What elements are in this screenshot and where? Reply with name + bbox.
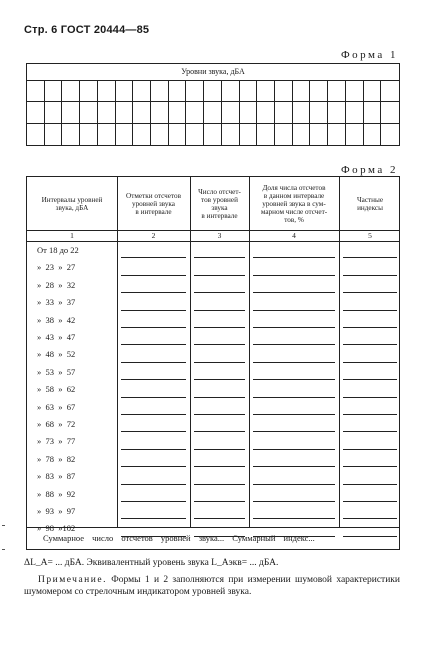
entry-line	[343, 431, 397, 432]
form2-label: Форма 2	[340, 164, 398, 176]
entry-line	[194, 449, 245, 450]
form1-cell	[240, 102, 258, 123]
entry-line	[343, 414, 397, 415]
entry-line	[194, 344, 245, 345]
column-number: 3	[217, 231, 222, 240]
entry-line	[194, 431, 245, 432]
entry-line	[121, 257, 186, 258]
form1-cell	[364, 102, 382, 123]
entry-line	[121, 431, 186, 432]
form1-cell	[204, 81, 222, 102]
entry-line	[343, 362, 397, 363]
entry-line	[253, 536, 335, 537]
column-header: Отметки отсчетов уровней звука в интервале	[126, 191, 181, 216]
entry-line	[121, 397, 186, 398]
form1-cell	[310, 124, 328, 145]
interval-label: » 78 » 82	[37, 453, 76, 464]
form2-table	[26, 176, 400, 550]
form1-cell	[222, 102, 240, 123]
entry-line	[121, 466, 186, 467]
entry-line	[343, 484, 397, 485]
entry-line	[121, 310, 186, 311]
entry-line	[343, 275, 397, 276]
form1-cell	[151, 124, 169, 145]
entry-line	[343, 379, 397, 380]
entry-line	[343, 397, 397, 398]
entry-line	[121, 275, 186, 276]
form1-cell	[381, 124, 399, 145]
entry-line	[253, 257, 335, 258]
interval-label: » 58 » 62	[37, 384, 76, 395]
form1-cell	[240, 81, 258, 102]
entry-line	[194, 275, 245, 276]
form1-cell	[98, 124, 116, 145]
header-rule	[27, 241, 399, 242]
interval-label: » 48 » 52	[37, 349, 76, 360]
entry-line	[194, 414, 245, 415]
form1-cell	[364, 81, 382, 102]
form1-cell	[27, 102, 45, 123]
form1-cell	[257, 102, 275, 123]
entry-line	[343, 344, 397, 345]
form1-cell	[257, 124, 275, 145]
interval-label: » 88 » 92	[37, 488, 76, 499]
form1-cell	[346, 102, 364, 123]
interval-label: » 93 » 97	[37, 506, 76, 516]
interval-label: » 28 » 32	[37, 279, 76, 290]
form1-cell	[151, 102, 169, 123]
form1-cell	[381, 102, 399, 123]
form1-cell	[169, 124, 187, 145]
entry-line	[253, 501, 335, 502]
form1-cell	[310, 102, 328, 123]
entry-line	[253, 414, 335, 415]
form1-cell	[45, 102, 63, 123]
entry-line	[194, 327, 245, 328]
column-number: 1	[70, 231, 74, 240]
entry-line	[121, 362, 186, 363]
form1-cell	[328, 124, 346, 145]
entry-line	[253, 275, 335, 276]
entry-line	[253, 292, 335, 293]
entry-line	[194, 536, 245, 537]
form1-cell	[222, 81, 240, 102]
footer-rule	[27, 527, 399, 528]
form1-cell	[240, 124, 258, 145]
column-header: Частные индексы	[356, 195, 384, 212]
margin-mark	[2, 549, 5, 550]
note-lead: Примечание.	[38, 575, 107, 585]
entry-line	[121, 379, 186, 380]
form2-footer: Суммарное число отсчетов уровней звука... Суммарный индекс...	[43, 533, 315, 543]
form1-table	[26, 63, 400, 146]
interval-label: » 68 » 72	[37, 419, 76, 429]
form1-cell	[116, 81, 134, 102]
form1-cell	[62, 102, 80, 123]
entry-line	[343, 466, 397, 467]
interval-label: » 63 » 67	[37, 401, 76, 412]
entry-line	[121, 518, 186, 519]
form1-cell	[204, 102, 222, 123]
entry-line	[194, 362, 245, 363]
form1-cell	[293, 102, 311, 123]
entry-line	[253, 379, 335, 380]
entry-line	[253, 431, 335, 432]
interval-label: » 83 » 87	[37, 471, 76, 482]
form1-cell	[169, 81, 187, 102]
form1-cell	[27, 124, 45, 145]
entry-line	[253, 362, 335, 363]
form1-cell	[151, 81, 169, 102]
form1-cell	[80, 81, 98, 102]
form1-cell	[80, 102, 98, 123]
interval-label: » 73 » 77	[37, 436, 76, 447]
entry-line	[343, 310, 397, 311]
note-text: Формы 1 и 2 заполняются при измерении шумовой характеристики шумомером со стрелочным индикатором уровней звука.	[24, 575, 400, 597]
form1-cell	[310, 81, 328, 102]
entry-line	[194, 397, 245, 398]
form1-label: Форма 1	[340, 49, 398, 61]
form1-cell	[186, 102, 204, 123]
form1-cell	[328, 81, 346, 102]
form1-cell	[98, 81, 116, 102]
entry-line	[343, 518, 397, 519]
form1-cell	[346, 81, 364, 102]
entry-line	[121, 484, 186, 485]
form1-cell	[133, 124, 151, 145]
entry-line	[343, 449, 397, 450]
entry-line	[253, 344, 335, 345]
form1-cell	[62, 81, 80, 102]
form1-cell	[80, 124, 98, 145]
form1-cell	[98, 102, 116, 123]
form1-cell	[328, 102, 346, 123]
form1-grid	[27, 81, 399, 145]
entry-line	[194, 379, 245, 380]
entry-line	[343, 292, 397, 293]
form1-cell	[364, 124, 382, 145]
entry-line	[194, 501, 245, 502]
page-header: Стр. 6 ГОСТ 20444—85	[24, 24, 150, 36]
form1-cell	[133, 81, 151, 102]
interval-label: » 33 » 37	[37, 297, 76, 308]
entry-line	[253, 484, 335, 485]
entry-line	[194, 310, 245, 311]
form1-cell	[381, 81, 399, 102]
interval-label: » 23 » 27	[37, 262, 76, 273]
entry-line	[194, 466, 245, 467]
entry-line	[194, 518, 245, 519]
entry-line	[194, 292, 245, 293]
column-header: Интервалы уровней звука, дБА	[41, 195, 103, 212]
entry-line	[121, 536, 186, 537]
form1-cell	[222, 124, 240, 145]
entry-line	[121, 344, 186, 345]
interval-label: » 38 » 42	[37, 314, 76, 325]
form1-cell	[62, 124, 80, 145]
form1-cell	[45, 81, 63, 102]
entry-line	[343, 536, 397, 537]
form1-cell	[293, 81, 311, 102]
entry-line	[194, 484, 245, 485]
note	[24, 574, 400, 598]
entry-line	[253, 310, 335, 311]
form1-cell	[275, 124, 293, 145]
column-header: Доля числа отсчетов в данном интервале уровней звука в сум- марном числе отсчет- тов, %	[260, 183, 328, 224]
column-header: Число отсчет- тов уровней звука в интервале	[198, 187, 241, 220]
form1-cell	[133, 102, 151, 123]
entry-line	[121, 501, 186, 502]
interval-label: » 53 » 57	[37, 366, 76, 377]
entry-line	[253, 397, 335, 398]
form1-cell	[186, 124, 204, 145]
form1-cell	[257, 81, 275, 102]
entry-line	[121, 327, 186, 328]
form1-title: Уровни звука, дБА	[27, 64, 399, 81]
entry-line	[253, 327, 335, 328]
form1-cell	[45, 124, 63, 145]
column-number: 5	[368, 231, 372, 240]
entry-line	[253, 518, 335, 519]
entry-line	[121, 414, 186, 415]
entry-line	[343, 327, 397, 328]
form1-cell	[27, 81, 45, 102]
entry-line	[194, 257, 245, 258]
entry-line	[253, 449, 335, 450]
equation-text: ΔL_A= ... дБА. Эквивалентный уровень звука L_Aэкв= ... дБА.	[24, 558, 279, 568]
form1-cell	[116, 124, 134, 145]
form1-cell	[116, 102, 134, 123]
column-number: 4	[292, 231, 296, 240]
entry-line	[253, 466, 335, 467]
form1-cell	[275, 81, 293, 102]
form1-cell	[293, 124, 311, 145]
interval-label: От 18 до 22	[37, 245, 79, 255]
interval-label: » 98 »102	[37, 523, 76, 534]
form1-cell	[275, 102, 293, 123]
entry-line	[121, 292, 186, 293]
margin-mark	[2, 525, 5, 526]
entry-line	[343, 257, 397, 258]
form1-cell	[186, 81, 204, 102]
form1-cell	[169, 102, 187, 123]
form1-cell	[346, 124, 364, 145]
form1-cell	[204, 124, 222, 145]
entry-line	[121, 449, 186, 450]
interval-label: » 43 » 47	[37, 332, 76, 342]
entry-line	[343, 501, 397, 502]
column-number: 2	[151, 231, 156, 240]
equivalent-level-line	[24, 558, 278, 568]
